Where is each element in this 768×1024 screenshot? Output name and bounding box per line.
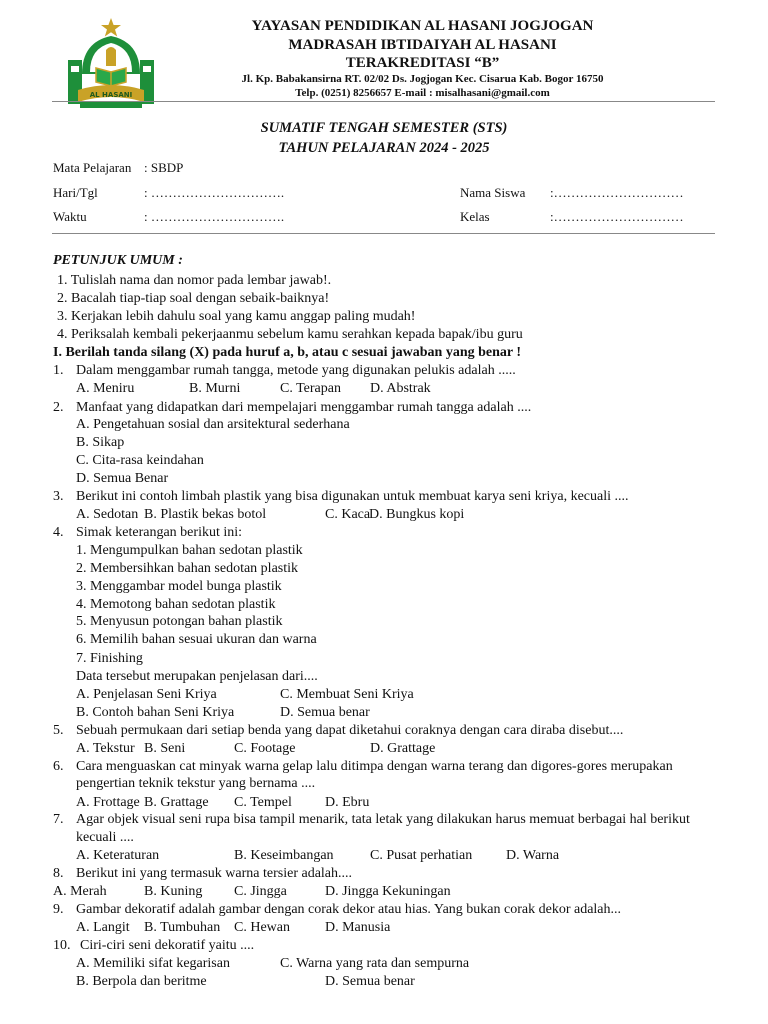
option-b[interactable]: B. Sikap <box>76 435 125 450</box>
option-d[interactable]: D. Warna <box>506 848 560 863</box>
list-item: 7. Finishing <box>76 651 143 666</box>
logo-text: AL HASANI <box>89 91 133 99</box>
section-heading: I. Berilah tanda silang (X) pada huruf a, b, atau c sesuai jawaban yang benar ! <box>53 345 522 360</box>
day-field[interactable]: : …………………………. <box>144 185 285 200</box>
option-a[interactable]: A. Meniru <box>76 381 135 396</box>
question-text: Sebuah permukaan dari setiap benda yang dapat diketahui coraknya dengan cara diraba disebut.... <box>76 723 624 738</box>
class-label: Kelas <box>460 209 490 224</box>
question-prompt: Data tersebut merupakan penjelasan dari.... <box>76 669 318 684</box>
option-c[interactable]: C. Cita-rasa keindahan <box>76 453 204 468</box>
question-number: 5. <box>53 723 64 738</box>
subject-value: : SBDP <box>144 160 184 175</box>
question-number: 7. <box>53 812 64 827</box>
list-item: 2. Membersihkan bahan sedotan plastik <box>76 561 299 576</box>
option-c[interactable]: C. Kaca <box>325 507 371 522</box>
option-c[interactable]: C. Footage <box>234 741 296 756</box>
option-b[interactable]: B. Murni <box>189 381 241 396</box>
exam-title: SUMATIF TENGAH SEMESTER (STS) <box>260 120 508 136</box>
option-c[interactable]: C. Pusat perhatian <box>370 848 473 863</box>
question-text: Ciri-ciri seni dekoratif yaitu .... <box>80 938 255 953</box>
list-item: 4. Memotong bahan sedotan plastik <box>76 597 276 612</box>
option-c[interactable]: C. Hewan <box>234 920 290 935</box>
option-a[interactable]: A. Langit <box>76 920 130 935</box>
list-item: 5. Menyusun potongan bahan plastik <box>76 614 283 629</box>
star-icon <box>101 18 121 37</box>
option-d[interactable]: D. Semua benar <box>325 974 415 989</box>
instruction-item: 1. Tulislah nama dan nomor pada lembar jawab!. <box>57 273 332 288</box>
option-a[interactable]: A. Tekstur <box>76 741 135 756</box>
class-field[interactable]: :………………………… <box>550 209 684 224</box>
option-a[interactable]: A. Frottage <box>76 795 140 810</box>
foundation-name: YAYASAN PENDIDIKAN AL HASANI JOGJOGAN <box>251 18 594 34</box>
question-text: Dalam menggambar rumah tangga, metode yang digunakan pelukis adalah ..... <box>76 363 516 378</box>
question-number: 2. <box>53 400 64 415</box>
question-number: 6. <box>53 759 64 774</box>
option-b[interactable]: B. Keseimbangan <box>234 848 334 863</box>
option-d[interactable]: D. Semua benar <box>280 705 370 720</box>
option-d[interactable]: D. Manusia <box>325 920 391 935</box>
option-a[interactable]: A. Memiliki sifat kegarisan <box>76 956 230 971</box>
instruction-item: 2. Bacalah tiap-tiap soal dengan sebaik-baiknya! <box>57 291 330 306</box>
time-field[interactable]: : …………………………. <box>144 209 285 224</box>
exam-year: TAHUN PELAJARAN 2024 - 2025 <box>278 140 490 156</box>
school-address: Jl. Kp. Babakansirna RT. 02/02 Ds. Jogjogan Kec. Cisarua Kab. Bogor 16750 <box>241 73 604 85</box>
list-item: 1. Mengumpulkan bahan sedotan plastik <box>76 543 303 558</box>
instruction-item: 3. Kerjakan lebih dahulu soal yang kamu anggap paling mudah! <box>57 309 416 324</box>
option-c[interactable]: C. Warna yang rata dan sempurna <box>280 956 470 971</box>
question-text: kecuali .... <box>76 830 134 845</box>
day-label: Hari/Tgl <box>53 185 98 200</box>
option-c[interactable]: C. Jingga <box>234 884 287 899</box>
question-number: 9. <box>53 902 64 917</box>
list-item: 3. Menggambar model bunga plastik <box>76 579 282 594</box>
question-text: Berikut ini yang termasuk warna tersier adalah.... <box>76 866 353 881</box>
school-name: MADRASAH IBTIDAIYAH AL HASANI <box>288 37 557 53</box>
school-contact: Telp. (0251) 8256657 E-mail : misalhasani@gmail.com <box>295 87 550 99</box>
question-number: 8. <box>53 866 64 881</box>
fields-divider <box>52 233 715 234</box>
option-a[interactable]: A. Sedotan <box>76 507 139 522</box>
question-number: 10. <box>53 938 71 953</box>
time-label: Waktu <box>53 209 87 224</box>
question-number: 4. <box>53 525 64 540</box>
option-d[interactable]: D. Abstrak <box>370 381 431 396</box>
question-number: 1. <box>53 363 64 378</box>
option-b[interactable]: B. Contoh bahan Seni Kriya <box>76 705 235 720</box>
question-text: Agar objek visual seni rupa bisa tampil menarik, tata letak yang dilakukan harus memuat berbagai hal berikut <box>76 812 690 827</box>
option-a[interactable]: A. Keteraturan <box>76 848 160 863</box>
option-b[interactable]: B. Plastik bekas botol <box>144 507 267 522</box>
accreditation: TERAKREDITASI “B” <box>345 55 500 71</box>
question-text: Cara menguaskan cat minyak warna gelap lalu ditimpa dengan warna terang dan digores-gores merupakan <box>76 759 673 774</box>
name-field[interactable]: :………………………… <box>550 185 684 200</box>
option-b[interactable]: B. Seni <box>144 741 186 756</box>
option-c[interactable]: C. Membuat Seni Kriya <box>280 687 414 702</box>
name-label: Nama Siswa <box>460 185 526 200</box>
header-divider <box>52 101 715 102</box>
option-a[interactable]: A. Penjelasan Seni Kriya <box>76 687 217 702</box>
option-d[interactable]: D. Grattage <box>370 741 436 756</box>
option-d[interactable]: D. Ebru <box>325 795 370 810</box>
option-a[interactable]: A. Merah <box>53 884 107 899</box>
school-logo <box>66 16 156 112</box>
question-number: 3. <box>53 489 64 504</box>
option-c[interactable]: C. Tempel <box>234 795 292 810</box>
instructions-heading: PETUNJUK UMUM : <box>53 253 183 268</box>
subject-label: Mata Pelajaran <box>53 160 132 175</box>
option-c[interactable]: C. Terapan <box>280 381 341 396</box>
question-text: Simak keterangan berikut ini: <box>76 525 243 540</box>
option-d[interactable]: D. Semua Benar <box>76 471 169 486</box>
option-b[interactable]: B. Berpola dan beritme <box>76 974 207 989</box>
list-item: 6. Memilih bahan sesuai ukuran dan warna <box>76 632 317 647</box>
question-text: pengertian teknik tekstur yang bernama .... <box>76 776 316 791</box>
question-text: Manfaat yang didapatkan dari mempelajari menggambar rumah tangga adalah .... <box>76 400 532 415</box>
question-text: Gambar dekoratif adalah gambar dengan corak dekor atau hias. Yang bukan corak dekor adalah... <box>76 902 622 917</box>
question-text: Berikut ini contoh limbah plastik yang bisa digunakan untuk membuat karya seni kriya, kecuali .... <box>76 489 629 504</box>
option-b[interactable]: B. Tumbuhan <box>144 920 221 935</box>
option-d[interactable]: D. Jingga Kekuningan <box>325 884 451 899</box>
option-b[interactable]: B. Grattage <box>144 795 209 810</box>
option-a[interactable]: A. Pengetahuan sosial dan arsitektural sederhana <box>76 417 350 432</box>
option-d[interactable]: D. Bungkus kopi <box>369 507 465 522</box>
option-b[interactable]: B. Kuning <box>144 884 203 899</box>
instruction-item: 4. Periksalah kembali pekerjaanmu sebelum kamu serahkan kepada bapak/ibu guru <box>57 327 523 342</box>
